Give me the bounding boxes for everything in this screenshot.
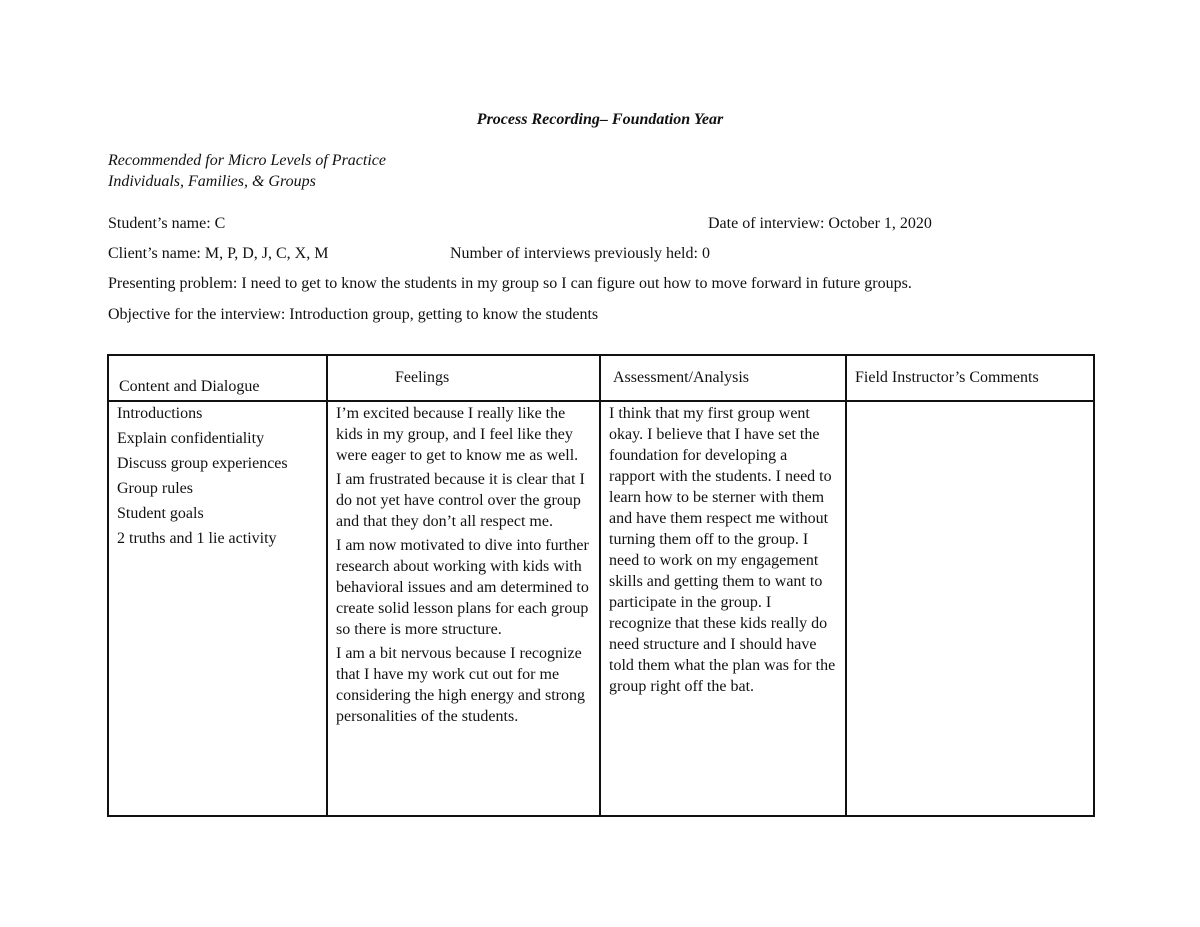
document-title: Process Recording– Foundation Year [476,111,724,128]
client-name: Client’s name: M, P, D, J, C, X, M [108,245,329,262]
number-of-interviews: Number of interviews previously held: 0 [450,245,710,262]
header-feelings-cell [327,355,600,401]
header-assessment-analysis: Assessment/Analysis [613,369,749,386]
feelings-cell [327,401,600,816]
table-body-row [108,401,1094,816]
list-item: Explain confidentiality [117,430,265,447]
interview-objective: Objective for the interview: Introduction group, getting to know the students [108,306,599,323]
header-content-cell [108,355,327,401]
student-name: Student’s name: C [108,215,226,232]
subtitle-audience: Individuals, Families, & Groups [108,173,316,190]
assessment-text: I think that my first group went okay. I believe that I have set the foundation for developing a rapport with the students. I need to learn how to be sterner with them and have them respect me without turning them off to the group. I need to work on my engagement skills and getting them to want to participate in the group. I recognize that these kids really do need structure and I should have told them what the plan was for the group right off the bat. [609,405,836,695]
list-item: 2 truths and 1 lie activity [117,530,277,547]
date-of-interview: Date of interview: October 1, 2020 [708,215,932,232]
header-feelings: Feelings [395,369,450,386]
assessment-cell [600,401,846,816]
header-assessment-cell [600,355,846,401]
feelings-paragraph: I am a bit nervous because I recognize that I have my work cut out for me considering the high energy and strong personalities of the students. [336,645,585,725]
list-item: Student goals [117,505,204,522]
list-item: Introductions [117,405,203,422]
content-dialogue-cell [108,401,327,816]
header-content-and-dialogue: Content and Dialogue [119,378,260,395]
feelings-paragraph: I’m excited because I really like the kids in my group, and I feel like they were eager to get to know me as well. [336,405,579,464]
list-item: Discuss group experiences [117,455,288,472]
presenting-problem: Presenting problem: I need to get to know the students in my group so I can figure out how to move forward in future groups. [108,275,912,292]
header-field-instructor-comments: Field Instructor’s Comments [855,369,1039,386]
process-recording-table [107,354,1095,817]
header-comments-cell [846,355,1094,401]
field-instructor-comments-cell [846,401,1094,816]
list-item: Group rules [117,480,193,497]
subtitle-practice-level: Recommended for Micro Levels of Practice [108,152,386,169]
feelings-paragraph: I am frustrated because it is clear that I do not yet have control over the group and that they don’t all respect me. [336,471,585,530]
table-header-row [108,355,1094,401]
feelings-paragraph: I am now motivated to dive into further research about working with kids with behavioral issues and am determined to create solid lesson plans for each group so there is more structure. [336,537,589,638]
